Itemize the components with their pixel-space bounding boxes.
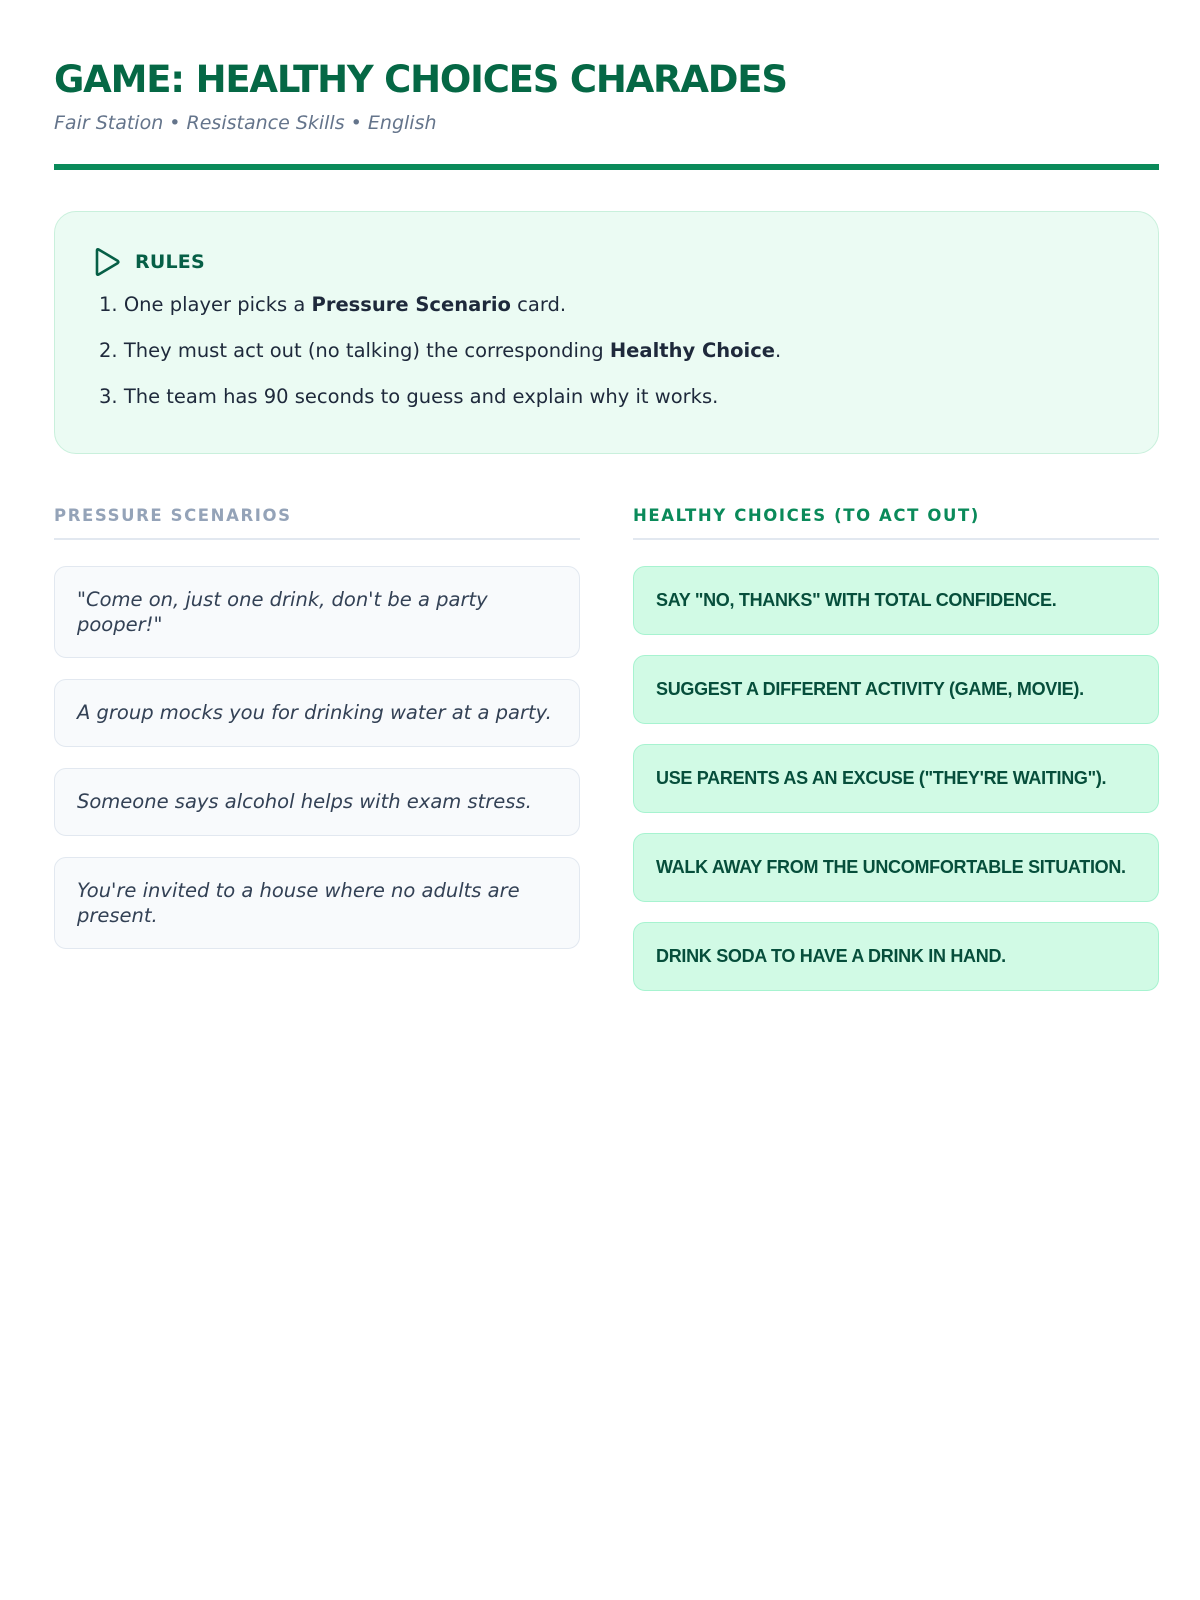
scenarios-heading: PRESSURE SCENARIOS [54,504,580,540]
scenarios-column [54,504,580,1011]
card-columns [54,504,1159,1011]
page-title: GAME: HEALTHY CHOICES CHARADES [54,58,787,101]
choices-column [633,504,1159,1011]
header-divider [54,164,1159,170]
choices-heading: HEALTHY CHOICES (TO ACT OUT) [633,504,1159,540]
choice-card: WALK AWAY FROM THE UNCOMFORTABLE SITUATION. [633,833,1159,902]
choice-card: USE PARENTS AS AN EXCUSE ("THEY'RE WAITING"). [633,744,1159,813]
rule-item: 1. One player picks a Pressure Scenario card. [99,293,567,316]
choice-card: SAY "NO, THANKS" WITH TOTAL CONFIDENCE. [633,566,1159,635]
play-icon [93,247,121,277]
scenario-card: You're invited to a house where no adults are present. [54,857,580,949]
choices-list [633,566,1159,991]
scenario-card: Someone says alcohol helps with exam stress. [54,768,580,836]
choice-card: SUGGEST A DIFFERENT ACTIVITY (GAME, MOVIE). [633,655,1159,724]
page [54,0,1159,1011]
rules-title: RULES [135,251,205,273]
rules-header [93,247,1120,277]
scenario-card: "Come on, just one drink, don't be a party pooper!" [54,566,580,658]
choice-card: DRINK SODA TO HAVE A DRINK IN HAND. [633,922,1159,991]
rules-list [93,293,1120,409]
scenarios-list [54,566,580,949]
rule-item: 2. They must act out (no talking) the corresponding Healthy Choice. [99,339,782,362]
rules-box [54,211,1159,454]
rule-item: 3. The team has 90 seconds to guess and explain why it works. [99,385,719,408]
page-subtitle: Fair Station • Resistance Skills • English [54,112,437,134]
scenario-card: A group mocks you for drinking water at a party. [54,679,580,747]
header [54,0,1159,135]
